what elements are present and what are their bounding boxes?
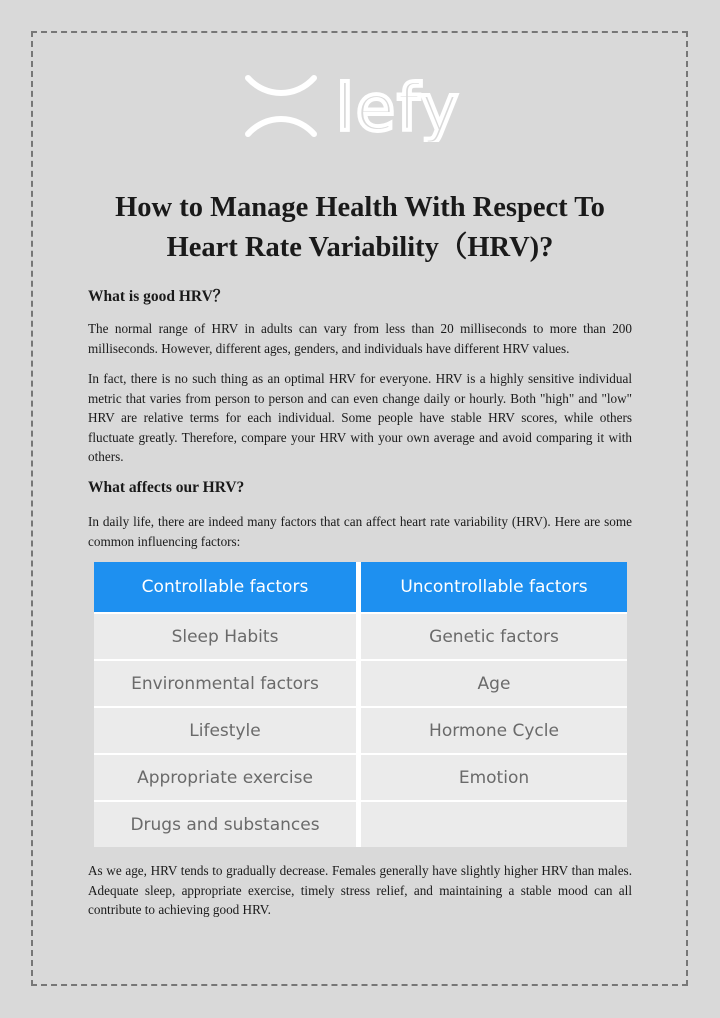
table-row <box>94 612 627 659</box>
paragraph-normal-range: The normal range of HRV in adults can vary from less than 20 milliseconds to more than 200 milliseconds. However, different ages, genders, and individuals have different HRV values. <box>88 321 632 356</box>
table-cell: Lifestyle <box>94 706 361 753</box>
section-heading-affects-hrv: What affects our HRV? <box>88 479 245 496</box>
paragraph-factors-intro: In daily life, there are indeed many factors that can affect heart rate variability (HRV). Here are some common influencing factors: <box>88 514 632 549</box>
table-row <box>94 753 627 800</box>
page-title <box>60 188 660 268</box>
brand-wordmark: lefy <box>336 72 461 142</box>
table-cell: Emotion <box>361 753 627 800</box>
table-header-row <box>94 562 627 612</box>
table-cell: Drugs and substances <box>94 800 361 847</box>
header-uncontrollable: Uncontrollable factors <box>361 562 627 612</box>
table-cell: Sleep Habits <box>94 612 361 659</box>
lefy-logo <box>244 70 494 142</box>
table-cell: Appropriate exercise <box>94 753 361 800</box>
title-line-2: Heart Rate Variability（HRV)? <box>166 232 554 263</box>
table-cell: Genetic factors <box>361 612 627 659</box>
table-cell: Environmental factors <box>94 659 361 706</box>
title-line-1: How to Manage Health With Respect To <box>115 192 605 223</box>
lefy-logo-icon <box>248 78 314 134</box>
section-heading-good-hrv: What is good HRV？ <box>88 288 229 305</box>
table-row <box>94 659 627 706</box>
paragraph-optimal-hrv: In fact, there is no such thing as an optimal HRV for everyone. HRV is a highly sensitive individual metric that varies from person to person and can even change daily or hourly. Both "high" and "low" HRV are relative terms for each individual. Some people have stable HRV scores, while others fluctuate greatly. Therefore, compare your HRV with your own average and avoid comparing it with others. <box>88 371 632 465</box>
header-controllable: Controllable factors <box>94 562 361 612</box>
section-good-hrv <box>88 284 632 306</box>
paragraph-closing: As we age, HRV tends to gradually decrease. Females generally have slightly higher HRV than males. Adequate sleep, appropriate exercise, timely stress relief, and maintaining a stable mood can all contribute to achieving good HRV. <box>88 863 632 918</box>
table-cell: Hormone Cycle <box>361 706 627 753</box>
table-row <box>94 706 627 753</box>
table-cell <box>361 800 627 847</box>
table-cell: Age <box>361 659 627 706</box>
factors-table <box>94 562 627 847</box>
section-affects-hrv <box>88 479 632 497</box>
table-row <box>94 800 627 847</box>
